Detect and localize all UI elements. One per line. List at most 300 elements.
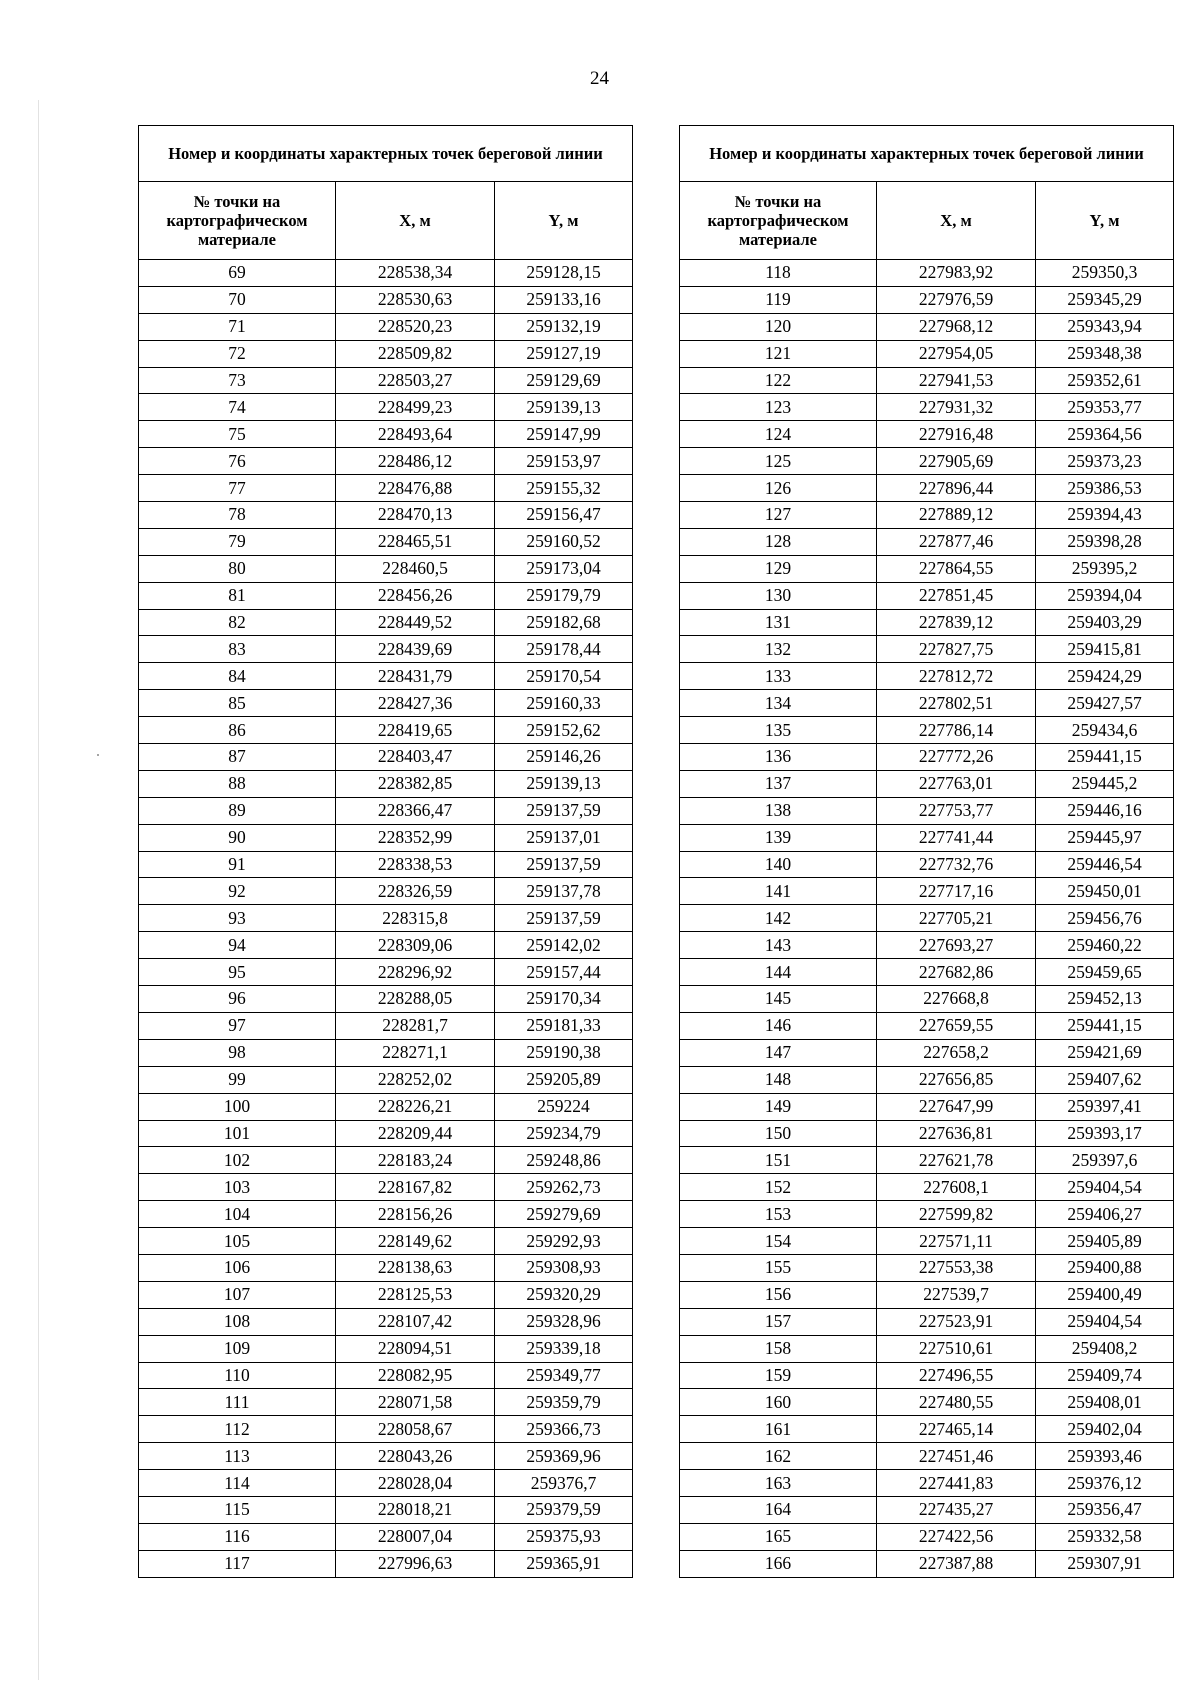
cell-point-number: 160 [680,1389,877,1416]
cell-x: 228281,7 [336,1012,495,1039]
cell-point-number: 140 [680,851,877,878]
table-row [680,932,1174,959]
cell-x: 227941,53 [877,367,1036,394]
cell-point-number: 87 [139,744,336,771]
cell-x: 227608,1 [877,1174,1036,1201]
table-row [680,1389,1174,1416]
cell-point-number: 115 [139,1496,336,1523]
table-row [680,528,1174,555]
table-row [680,744,1174,771]
cell-y: 259182,68 [495,609,633,636]
cell-y: 259400,49 [1036,1281,1174,1308]
cell-point-number: 85 [139,690,336,717]
cell-point-number: 141 [680,878,877,905]
cell-point-number: 161 [680,1416,877,1443]
cell-y: 259137,59 [495,851,633,878]
cell-y: 259424,29 [1036,663,1174,690]
cell-point-number: 150 [680,1120,877,1147]
table-row [680,1281,1174,1308]
table-row [139,448,633,475]
cell-x: 228449,52 [336,609,495,636]
cell-x: 227753,77 [877,797,1036,824]
cell-point-number: 116 [139,1523,336,1550]
table-row [139,717,633,744]
cell-y: 259132,19 [495,313,633,340]
cell-point-number: 112 [139,1416,336,1443]
cell-x: 227659,55 [877,1012,1036,1039]
table-row [680,717,1174,744]
table-row [680,421,1174,448]
cell-x: 228503,27 [336,367,495,394]
cell-y: 259178,44 [495,636,633,663]
column-header-x: X, м [877,182,1036,260]
table-row [139,932,633,959]
cell-y: 259156,47 [495,502,633,529]
cell-x: 227387,88 [877,1550,1036,1577]
table-row [139,1443,633,1470]
cell-x: 228439,69 [336,636,495,663]
cell-point-number: 146 [680,1012,877,1039]
cell-y: 259353,77 [1036,394,1174,421]
cell-x: 227786,14 [877,717,1036,744]
table-row [680,1470,1174,1497]
table-row [680,1201,1174,1228]
table-row [680,555,1174,582]
table-row [680,1308,1174,1335]
cell-x: 227772,26 [877,744,1036,771]
cell-point-number: 107 [139,1281,336,1308]
cell-x: 227763,01 [877,770,1036,797]
table-row [139,1201,633,1228]
cell-x: 228183,24 [336,1147,495,1174]
table-row [139,1254,633,1281]
cell-point-number: 86 [139,717,336,744]
cell-point-number: 158 [680,1335,877,1362]
cell-y: 259142,02 [495,932,633,959]
cell-point-number: 121 [680,340,877,367]
cell-y: 259137,59 [495,905,633,932]
cell-x: 227851,45 [877,582,1036,609]
cell-point-number: 118 [680,260,877,287]
column-header-y: Y, м [495,182,633,260]
cell-point-number: 149 [680,1093,877,1120]
cell-point-number: 101 [139,1120,336,1147]
table-row [139,1093,633,1120]
table-row [680,636,1174,663]
table-row [680,986,1174,1013]
cell-x: 228530,63 [336,286,495,313]
cell-point-number: 81 [139,582,336,609]
cell-x: 228538,34 [336,260,495,287]
cell-point-number: 80 [139,555,336,582]
cell-x: 228520,23 [336,313,495,340]
cell-point-number: 143 [680,932,877,959]
column-header-y: Y, м [1036,182,1174,260]
cell-point-number: 93 [139,905,336,932]
cell-point-number: 73 [139,367,336,394]
page-number: 24 [590,68,609,89]
table-row [139,475,633,502]
table-row [139,286,633,313]
cell-x: 227496,55 [877,1362,1036,1389]
cell-x: 227705,21 [877,905,1036,932]
cell-point-number: 79 [139,528,336,555]
table-row [680,1416,1174,1443]
cell-y: 259343,94 [1036,313,1174,340]
cell-x: 228456,26 [336,582,495,609]
cell-x: 227827,75 [877,636,1036,663]
cell-point-number: 137 [680,770,877,797]
table-row [139,609,633,636]
cell-point-number: 135 [680,717,877,744]
cell-point-number: 71 [139,313,336,340]
cell-y: 259441,15 [1036,1012,1174,1039]
cell-y: 259190,38 [495,1039,633,1066]
table-row [139,959,633,986]
coordinates-table-right [679,125,1174,1578]
table-row [139,1066,633,1093]
cell-x: 228043,26 [336,1443,495,1470]
cell-point-number: 123 [680,394,877,421]
cell-x: 227510,61 [877,1335,1036,1362]
cell-y: 259366,73 [495,1416,633,1443]
cell-x: 228094,51 [336,1335,495,1362]
table-row [139,313,633,340]
table-row [680,340,1174,367]
cell-x: 227682,86 [877,959,1036,986]
cell-point-number: 103 [139,1174,336,1201]
cell-x: 227465,14 [877,1416,1036,1443]
cell-y: 259386,53 [1036,475,1174,502]
cell-x: 227647,99 [877,1093,1036,1120]
cell-point-number: 145 [680,986,877,1013]
cell-x: 227954,05 [877,340,1036,367]
cell-x: 228493,64 [336,421,495,448]
cell-x: 228315,8 [336,905,495,932]
table-row [680,286,1174,313]
cell-y: 259409,74 [1036,1362,1174,1389]
cell-point-number: 166 [680,1550,877,1577]
table-row [139,636,633,663]
cell-y: 259408,2 [1036,1335,1174,1362]
table-row [680,851,1174,878]
cell-point-number: 156 [680,1281,877,1308]
cell-x: 228465,51 [336,528,495,555]
cell-y: 259407,62 [1036,1066,1174,1093]
cell-x: 227732,76 [877,851,1036,878]
cell-x: 228476,88 [336,475,495,502]
cell-x: 227905,69 [877,448,1036,475]
cell-y: 259128,15 [495,260,633,287]
cell-point-number: 88 [139,770,336,797]
cell-point-number: 120 [680,313,877,340]
cell-point-number: 114 [139,1470,336,1497]
cell-y: 259376,7 [495,1470,633,1497]
cell-y: 259406,27 [1036,1201,1174,1228]
cell-y: 259460,22 [1036,932,1174,959]
cell-point-number: 98 [139,1039,336,1066]
cell-x: 228107,42 [336,1308,495,1335]
cell-x: 227839,12 [877,609,1036,636]
cell-y: 259127,19 [495,340,633,367]
table-row [139,502,633,529]
cell-x: 228460,5 [336,555,495,582]
table-row [139,690,633,717]
cell-x: 228028,04 [336,1470,495,1497]
table-row [680,690,1174,717]
column-header-x: X, м [336,182,495,260]
table-row [680,1335,1174,1362]
cell-y: 259157,44 [495,959,633,986]
cell-point-number: 148 [680,1066,877,1093]
cell-point-number: 92 [139,878,336,905]
cell-y: 259320,29 [495,1281,633,1308]
cell-y: 259224 [495,1093,633,1120]
cell-point-number: 70 [139,286,336,313]
cell-y: 259155,32 [495,475,633,502]
table-row [139,555,633,582]
cell-point-number: 157 [680,1308,877,1335]
table-row [139,744,633,771]
cell-y: 259139,13 [495,394,633,421]
cell-x: 228296,92 [336,959,495,986]
cell-y: 259445,2 [1036,770,1174,797]
cell-y: 259408,01 [1036,1389,1174,1416]
cell-x: 228419,65 [336,717,495,744]
cell-point-number: 106 [139,1254,336,1281]
cell-y: 259349,77 [495,1362,633,1389]
cell-x: 227668,8 [877,986,1036,1013]
cell-x: 227968,12 [877,313,1036,340]
cell-point-number: 147 [680,1039,877,1066]
cell-y: 259379,59 [495,1496,633,1523]
table-row [680,663,1174,690]
cell-y: 259348,38 [1036,340,1174,367]
cell-point-number: 126 [680,475,877,502]
cell-y: 259452,13 [1036,986,1174,1013]
column-header-point-number: № точки на картографическом материале [680,182,877,260]
cell-point-number: 72 [139,340,336,367]
cell-y: 259307,91 [1036,1550,1174,1577]
table-row [139,367,633,394]
cell-y: 259394,43 [1036,502,1174,529]
cell-point-number: 76 [139,448,336,475]
table-row [139,421,633,448]
cell-x: 228499,23 [336,394,495,421]
table-row [139,1281,633,1308]
table-row [139,1335,633,1362]
table-row [680,1174,1174,1201]
table-row [139,878,633,905]
cell-x: 228470,13 [336,502,495,529]
table-row [680,582,1174,609]
table-row [680,1443,1174,1470]
cell-y: 259402,04 [1036,1416,1174,1443]
cell-point-number: 127 [680,502,877,529]
cell-x: 227889,12 [877,502,1036,529]
cell-x: 227877,46 [877,528,1036,555]
table-row [680,959,1174,986]
cell-x: 227480,55 [877,1389,1036,1416]
cell-point-number: 69 [139,260,336,287]
cell-x: 228288,05 [336,986,495,1013]
cell-x: 228058,67 [336,1416,495,1443]
cell-y: 259369,96 [495,1443,633,1470]
cell-x: 227451,46 [877,1443,1036,1470]
cell-y: 259328,96 [495,1308,633,1335]
cell-point-number: 119 [680,286,877,313]
cell-y: 259356,47 [1036,1496,1174,1523]
cell-point-number: 138 [680,797,877,824]
cell-y: 259147,99 [495,421,633,448]
cell-point-number: 155 [680,1254,877,1281]
cell-point-number: 83 [139,636,336,663]
cell-y: 259376,12 [1036,1470,1174,1497]
table-row [139,1389,633,1416]
table-row [680,394,1174,421]
table-row [139,1147,633,1174]
cell-x: 228427,36 [336,690,495,717]
table-row [680,770,1174,797]
table-body [680,260,1174,1578]
cell-y: 259137,59 [495,797,633,824]
table-row [139,1039,633,1066]
cell-y: 259441,15 [1036,744,1174,771]
cell-point-number: 164 [680,1496,877,1523]
cell-point-number: 113 [139,1443,336,1470]
table-row [680,260,1174,287]
cell-y: 259398,28 [1036,528,1174,555]
cell-y: 259248,86 [495,1147,633,1174]
cell-y: 259445,97 [1036,824,1174,851]
cell-x: 228252,02 [336,1066,495,1093]
cell-x: 227658,2 [877,1039,1036,1066]
table-row [680,824,1174,851]
cell-x: 227812,72 [877,663,1036,690]
cell-point-number: 122 [680,367,877,394]
cell-y: 259279,69 [495,1201,633,1228]
cell-point-number: 111 [139,1389,336,1416]
cell-point-number: 105 [139,1228,336,1255]
table-row [139,905,633,932]
cell-point-number: 144 [680,959,877,986]
cell-x: 228071,58 [336,1389,495,1416]
cell-x: 228352,99 [336,824,495,851]
cell-y: 259137,78 [495,878,633,905]
table-row [139,1012,633,1039]
coordinates-table-left [138,125,633,1578]
cell-point-number: 74 [139,394,336,421]
cell-y: 259393,17 [1036,1120,1174,1147]
cell-y: 259404,54 [1036,1308,1174,1335]
cell-point-number: 75 [139,421,336,448]
cell-y: 259393,46 [1036,1443,1174,1470]
cell-y: 259397,6 [1036,1147,1174,1174]
cell-point-number: 159 [680,1362,877,1389]
cell-y: 259375,93 [495,1523,633,1550]
cell-x: 228403,47 [336,744,495,771]
cell-y: 259450,01 [1036,878,1174,905]
cell-y: 259146,26 [495,744,633,771]
cell-y: 259397,41 [1036,1093,1174,1120]
cell-point-number: 162 [680,1443,877,1470]
cell-point-number: 94 [139,932,336,959]
table-row [680,609,1174,636]
table-body [139,260,633,1578]
cell-x: 227931,32 [877,394,1036,421]
cell-x: 227422,56 [877,1523,1036,1550]
cell-y: 259179,79 [495,582,633,609]
table-row [680,1147,1174,1174]
cell-point-number: 108 [139,1308,336,1335]
cell-point-number: 128 [680,528,877,555]
cell-x: 228209,44 [336,1120,495,1147]
cell-x: 228366,47 [336,797,495,824]
table-caption: Номер и координаты характерных точек береговой линии [680,126,1174,182]
cell-y: 259446,16 [1036,797,1174,824]
cell-x: 228167,82 [336,1174,495,1201]
cell-x: 227802,51 [877,690,1036,717]
table-row [139,582,633,609]
table-row [139,851,633,878]
cell-x: 228326,59 [336,878,495,905]
table-row [139,340,633,367]
table-row [139,1416,633,1443]
cell-y: 259262,73 [495,1174,633,1201]
cell-point-number: 117 [139,1550,336,1577]
cell-x: 227571,11 [877,1228,1036,1255]
table-row [680,1362,1174,1389]
cell-y: 259133,16 [495,286,633,313]
cell-point-number: 77 [139,475,336,502]
cell-point-number: 142 [680,905,877,932]
cell-y: 259129,69 [495,367,633,394]
cell-x: 228125,53 [336,1281,495,1308]
cell-y: 259339,18 [495,1335,633,1362]
cell-point-number: 134 [680,690,877,717]
table-row [139,1120,633,1147]
cell-y: 259456,76 [1036,905,1174,932]
cell-y: 259153,97 [495,448,633,475]
cell-point-number: 124 [680,421,877,448]
cell-y: 259308,93 [495,1254,633,1281]
table-row [139,1470,633,1497]
table-row [139,824,633,851]
table-row [139,528,633,555]
cell-y: 259364,56 [1036,421,1174,448]
cell-x: 228382,85 [336,770,495,797]
cell-x: 228082,95 [336,1362,495,1389]
cell-point-number: 78 [139,502,336,529]
cell-x: 227599,82 [877,1201,1036,1228]
cell-x: 228431,79 [336,663,495,690]
cell-point-number: 84 [139,663,336,690]
cell-point-number: 153 [680,1201,877,1228]
table-row [680,367,1174,394]
cell-y: 259332,58 [1036,1523,1174,1550]
table-row [139,1308,633,1335]
cell-y: 259395,2 [1036,555,1174,582]
cell-point-number: 109 [139,1335,336,1362]
cell-x: 227553,38 [877,1254,1036,1281]
cell-point-number: 89 [139,797,336,824]
cell-y: 259137,01 [495,824,633,851]
table-row [680,1550,1174,1577]
table-row [680,1496,1174,1523]
cell-y: 259427,57 [1036,690,1174,717]
cell-point-number: 82 [139,609,336,636]
cell-y: 259421,69 [1036,1039,1174,1066]
